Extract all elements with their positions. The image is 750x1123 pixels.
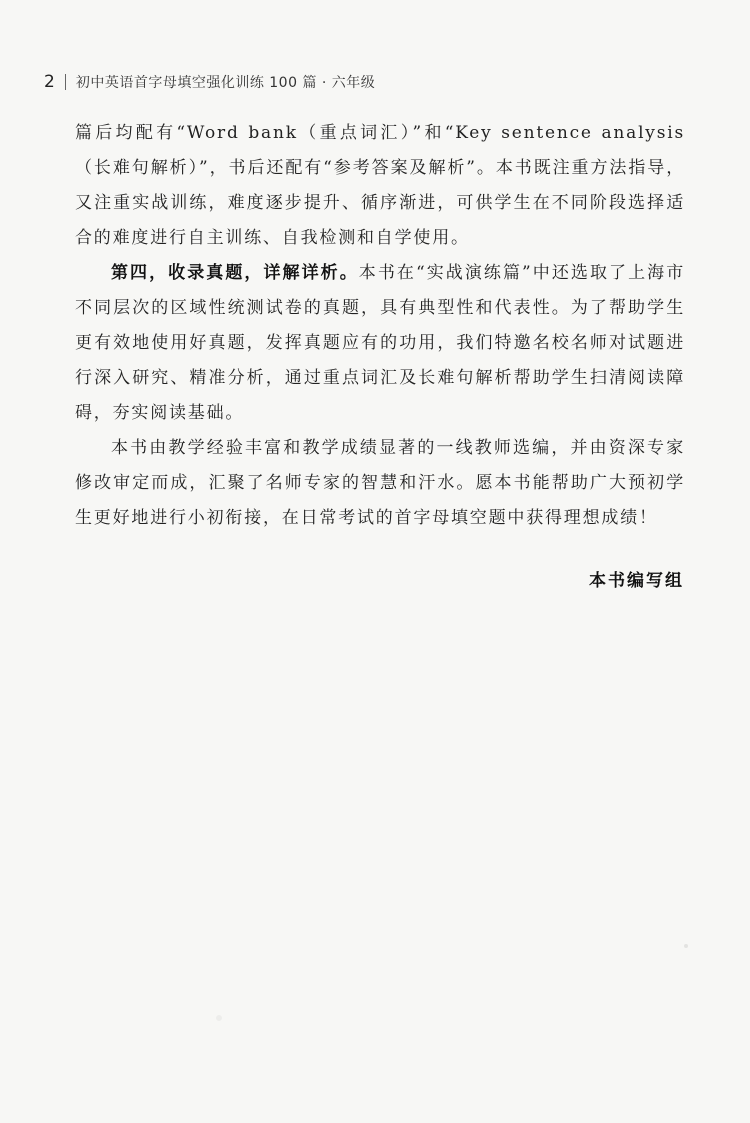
paragraph-1: 篇后均配有“Word bank（重点词汇）”和“Key sentence analysis（长难句解析）”，书后还配有“参考答案及解析”。本书既注重方法指导，又注重实战训练，难度逐步提升、循序渐进，可供学生在不同阶段选择适合的难度进行自主训练、自我检测和自学使用。	[75, 123, 685, 248]
paragraph-2-text: 本书在“实战演练篇”中还选取了上海市不同层次的区域性统测试卷的真题，具有典型性和代表性。为了帮助学生更有效地使用好真题，发挥真题应有的功用，我们特邀名校名师对试题进行深入研究、精准分析，通过重点词汇及长难句解析帮助学生扫清阅读障碍，夯实阅读基础。	[75, 263, 686, 423]
paragraph-2-lead: 第四，收录真题，详解详析。	[111, 263, 359, 283]
paper-speck	[684, 944, 688, 948]
page-header	[44, 72, 375, 92]
body-text	[75, 116, 685, 536]
signature: 本书编写组	[589, 571, 684, 591]
paragraph-3: 本书由教学经验丰富和教学成绩显著的一线教师选编，并由资深专家修改审定而成，汇聚了名师专家的智慧和汗水。愿本书能帮助广大预初学生更好地进行小初衔接，在日常考试的首字母填空题中获得理想成绩！	[75, 438, 685, 528]
running-title: 初中英语首字母填空强化训练 100 篇 · 六年级	[75, 75, 376, 91]
page-number: 2	[44, 72, 55, 92]
header-divider	[65, 74, 66, 90]
paragraph-2	[75, 256, 685, 431]
paper-speck	[216, 1015, 222, 1021]
